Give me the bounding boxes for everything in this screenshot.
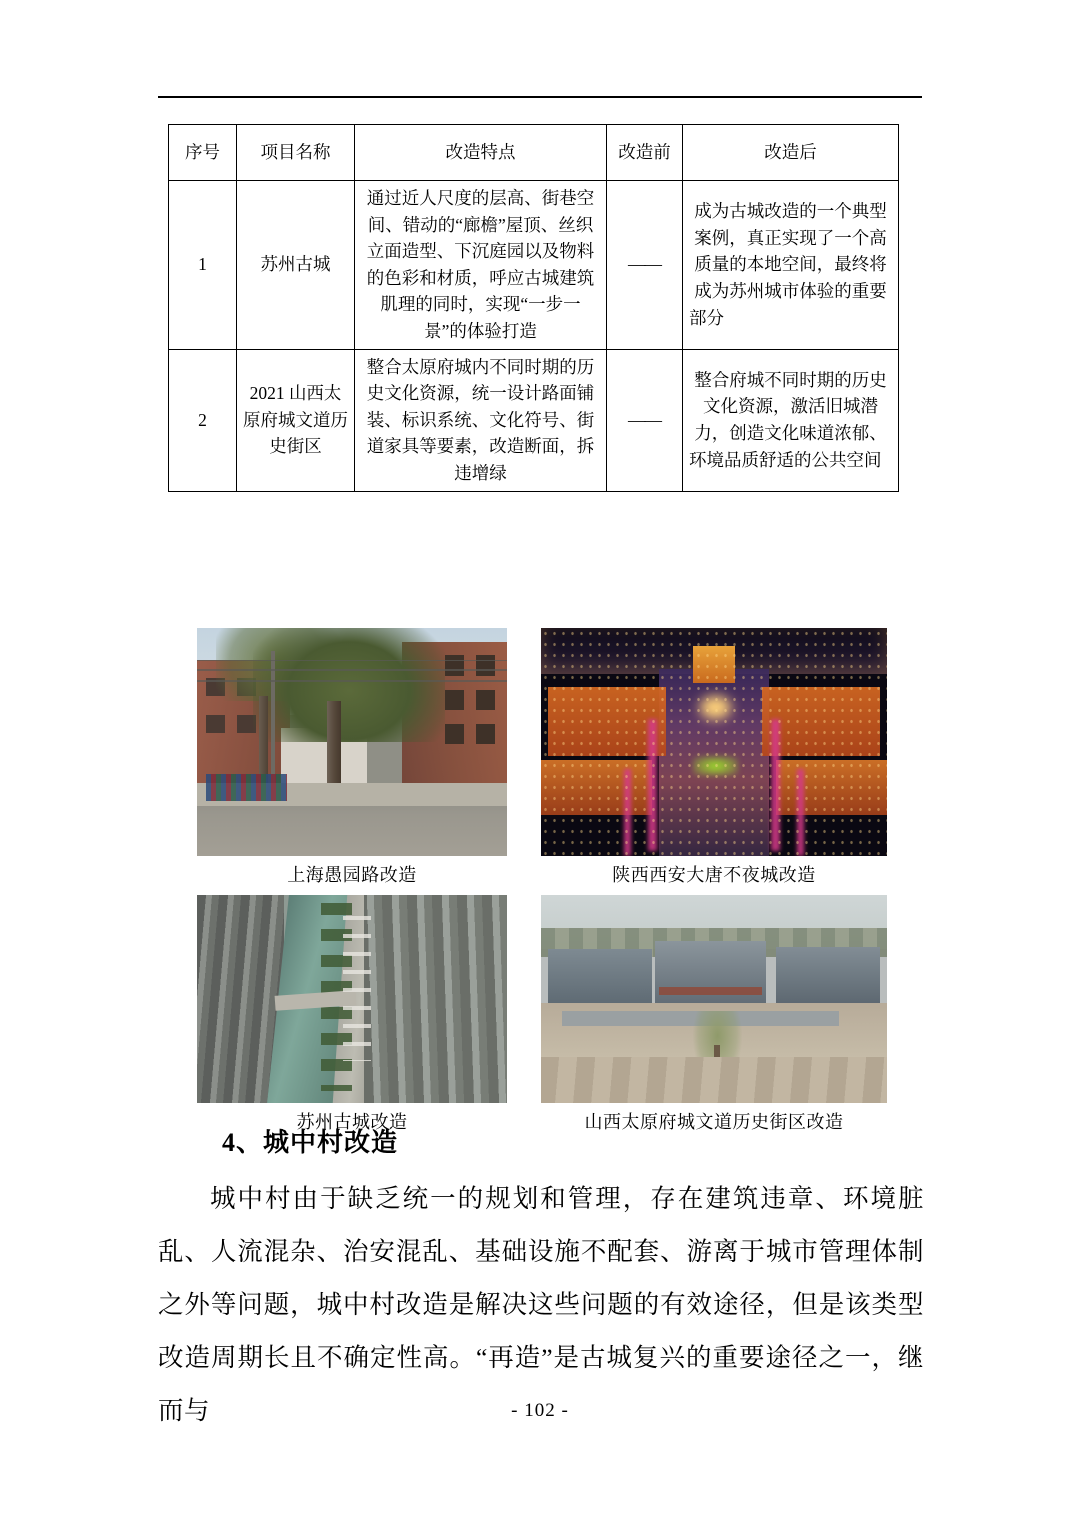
page-number: - 102 - [511,1400,569,1421]
figure-caption: 陕西西安大唐不夜城改造 [612,865,816,885]
section-paragraph: 城中村由于缺乏统一的规划和管理，存在建筑违章、环境脏乱、人流混杂、治安混乱、基础设施不配套、游离于城市管理体制之外等问题，城中村改造是解决这些问题的有效途径，但是该类型改造周期长且不确定性高。“再造”是古城复兴的重要途径之一，继而与 [158,1184,924,1425]
figure-caption: 苏州古城改造 [296,1112,408,1132]
photo-shanghai-yuyuan-road [197,628,507,856]
figure-xian-datang [526,628,902,889]
cell-after: 整合府城不同时期的历史文化资源，激活旧城潜力，创造文化味道浓郁、环境品质舒适的公共空间 [683,349,899,491]
figure-taiyuan-fucheng [526,895,902,1136]
cell-after: 成为古城改造的一个典型案例，真正实现了一个高质量的本地空间，最终将成为苏州城市体验的重要部分 [683,181,899,350]
renovation-cases-table [168,124,899,492]
cell-feature: 整合太原府城内不同时期的历史文化资源，统一设计路面铺装、标识系统、文化符号、街道家具等要素，改造断面，拆违增绿 [355,349,607,491]
cell-no: 2 [169,349,237,491]
table-header-before: 改造前 [607,125,683,181]
section-heading: 4、城中村改造 [222,1128,399,1157]
table-header-row [169,125,899,181]
cell-before: —— [607,181,683,350]
cell-name: 苏州古城 [237,181,355,350]
photo-suzhou-ancient-city-aerial [197,895,507,1103]
cell-name: 2021 山西太原府城文道历史街区 [237,349,355,491]
figure-shanghai-yuyuan-road [178,628,526,889]
figure-caption: 上海愚园路改造 [287,865,417,885]
table-row [169,181,899,350]
table-header-no: 序号 [169,125,237,181]
cell-feature: 通过近人尺度的层高、街巷空间、错动的“廊檐”屋顶、丝织立面造型、下沉庭园以及物料的色彩和材质，呼应古城建筑肌理的同时，实现“一步一景”的体验打造 [355,181,607,350]
photo-xian-datang-night-city [541,628,887,856]
cell-no: 1 [169,181,237,350]
table-header-after: 改造后 [683,125,899,181]
cell-before: —— [607,349,683,491]
table-header-feature: 改造特点 [355,125,607,181]
figure-grid [178,628,902,1136]
table-row [169,349,899,491]
table-header-name: 项目名称 [237,125,355,181]
figure-row-1 [178,628,902,889]
header-rule [158,96,922,98]
photo-taiyuan-fucheng-district-model [541,895,887,1103]
figure-caption: 山西太原府城文道历史街区改造 [584,1112,844,1132]
figure-row-2 [178,895,902,1136]
figure-suzhou-ancient-city [178,895,526,1136]
